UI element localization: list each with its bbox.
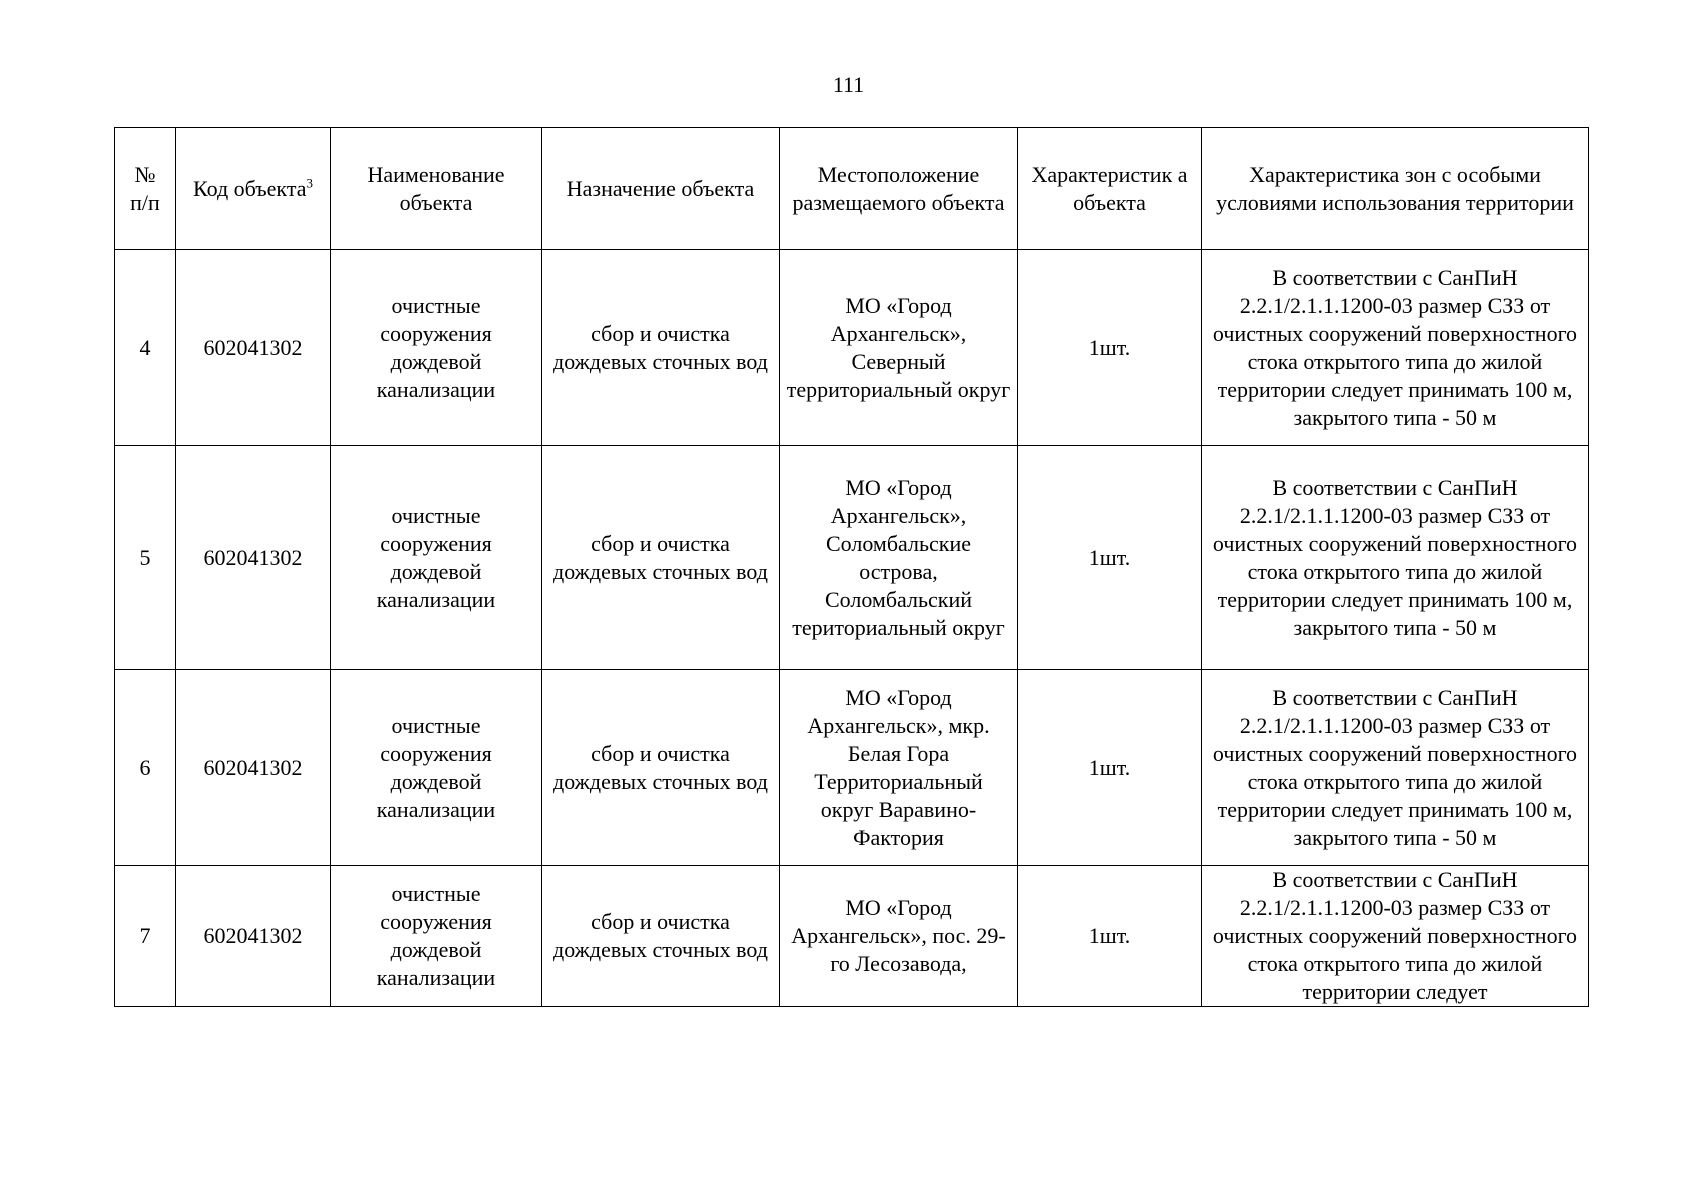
cell-num: 7 <box>115 866 176 1007</box>
cell-characteristic: 1шт. <box>1018 250 1202 446</box>
table-row <box>115 250 1589 446</box>
cell-location: МО «Город Архангельск», Северный территориальный округ <box>780 250 1018 446</box>
cell-num: 5 <box>115 446 176 670</box>
objects-table <box>114 127 1589 1007</box>
cell-code: 602041302 <box>176 866 331 1007</box>
cell-characteristic: 1шт. <box>1018 670 1202 866</box>
cell-location: МО «Город Архангельск», пос. 29-го Лесозавода, <box>780 866 1018 1007</box>
header-num-line1: № <box>134 161 156 187</box>
cell-name: очистные сооружения дождевой канализации <box>331 446 542 670</box>
cell-purpose: сбор и очистка дождевых сточных вод <box>542 250 780 446</box>
cell-code: 602041302 <box>176 250 331 446</box>
cell-characteristic: 1шт. <box>1018 866 1202 1007</box>
header-name: Наименование объекта <box>331 128 542 250</box>
cell-zones: В соответствии с СанПиН 2.2.1/2.1.1.1200-03 размер СЗЗ от очистных сооружений поверхностного стока открытого типа до жилой территории следует принимать 100 м, закрытого типа - 50 м <box>1202 670 1589 866</box>
header-code-footnote: 3 <box>306 175 313 191</box>
table-row <box>115 670 1589 866</box>
cell-num: 6 <box>115 670 176 866</box>
cell-characteristic: 1шт. <box>1018 446 1202 670</box>
table-row <box>115 866 1589 1007</box>
cell-purpose: сбор и очистка дождевых сточных вод <box>542 670 780 866</box>
header-location: Местоположение размещаемого объекта <box>780 128 1018 250</box>
cell-location: МО «Город Архангельск», Соломбальские острова, Соломбальский териториальный округ <box>780 446 1018 670</box>
cell-zones: В соответствии с СанПиН 2.2.1/2.1.1.1200-03 размер СЗЗ от очистных сооружений поверхностного стока открытого типа до жилой территории следует <box>1202 866 1589 1007</box>
header-characteristic: Характеристик а объекта <box>1018 128 1202 250</box>
cell-zones: В соответствии с СанПиН 2.2.1/2.1.1.1200-03 размер СЗЗ от очистных сооружений поверхностного стока открытого типа до жилой территории следует принимать 100 м, закрытого типа - 50 м <box>1202 250 1589 446</box>
page-number: 111 <box>832 72 865 97</box>
header-code-label: Код объекта <box>193 175 307 201</box>
cell-code: 602041302 <box>176 670 331 866</box>
header-code <box>176 128 331 250</box>
cell-location: МО «Город Архангельск», мкр. Белая Гора Территориальный округ Варавино-Фактория <box>780 670 1018 866</box>
header-zones: Характеристика зон с особыми условиями использования территории <box>1202 128 1589 250</box>
cell-purpose: сбор и очистка дождевых сточных вод <box>542 866 780 1007</box>
cell-name: очистные сооружения дождевой канализации <box>331 670 542 866</box>
table-header-row <box>115 128 1589 250</box>
cell-purpose: сбор и очистка дождевых сточных вод <box>542 446 780 670</box>
table-row <box>115 446 1589 670</box>
header-num <box>115 128 176 250</box>
cell-name: очистные сооружения дождевой канализации <box>331 866 542 1007</box>
cell-code: 602041302 <box>176 446 331 670</box>
header-purpose: Назначение объекта <box>542 128 780 250</box>
cell-zones: В соответствии с СанПиН 2.2.1/2.1.1.1200-03 размер СЗЗ от очистных сооружений поверхностного стока открытого типа до жилой территории следует принимать 100 м, закрытого типа - 50 м <box>1202 446 1589 670</box>
cell-num: 4 <box>115 250 176 446</box>
cell-name: очистные сооружения дождевой канализации <box>331 250 542 446</box>
header-num-line2: п/п <box>130 189 160 215</box>
